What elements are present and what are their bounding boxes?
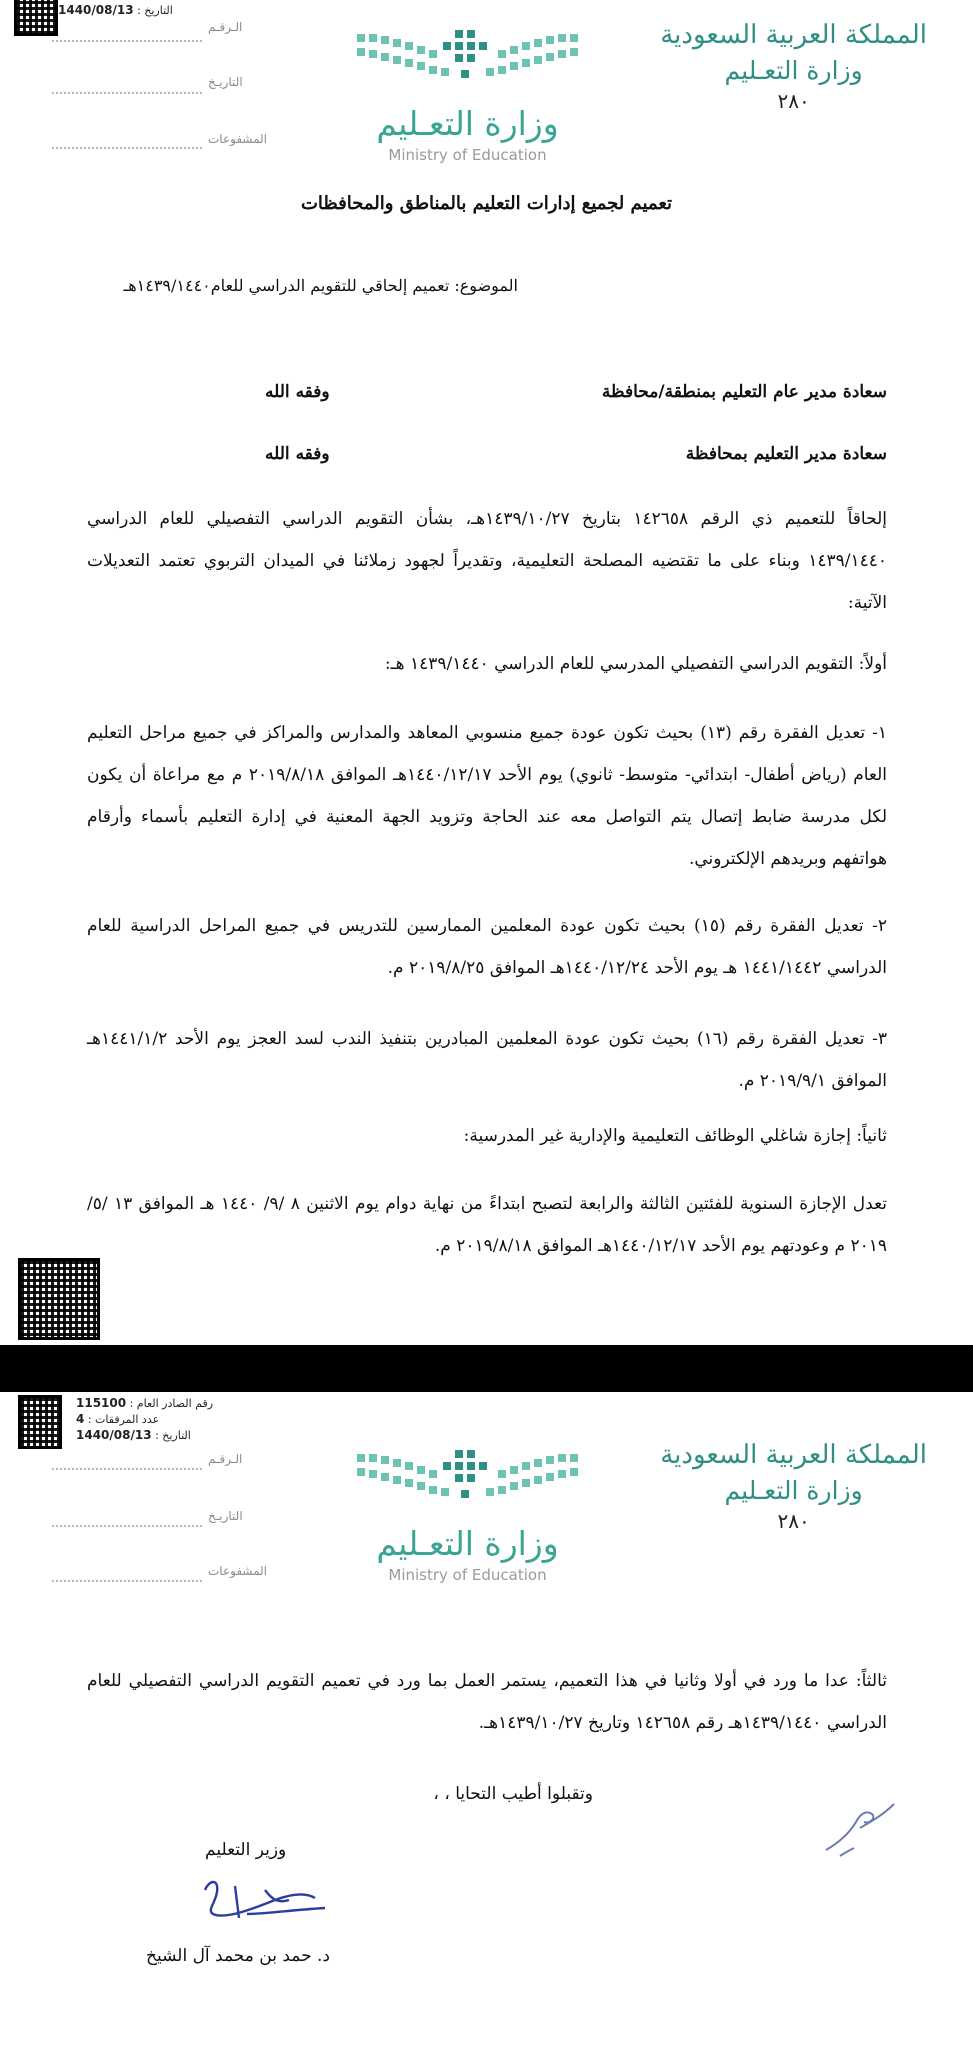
label-date: التاريـخ <box>208 75 243 89</box>
item-three-paragraph: ٣- تعديل الفقرة رقم (١٦) بحيث تكون عودة المعلمين المبادرين بتنفيذ الندب لسد العجز يوم الأحد ١٤٤١/١/٢هـ الموافق ٢٠١٩/٩/١ م. <box>87 1029 888 1091</box>
ministry-logo <box>355 1442 580 1592</box>
minister-title: وزير التعليم <box>205 1840 287 1860</box>
label-attachments: المشفوعات <box>208 132 268 146</box>
salutation-regional: سعادة مدير عام التعليم بمنطقة/محافظة <box>601 382 887 402</box>
kingdom-name: المملكة العربية السعودية <box>660 20 927 50</box>
minister-signature-icon <box>195 1870 335 1930</box>
ministry-logo <box>355 22 580 172</box>
kingdom-name: المملكة العربية السعودية <box>660 1440 927 1470</box>
logo-dots-icon <box>355 1442 580 1512</box>
section-third-paragraph: ثالثاً: عدا ما ورد في أولا وثانيا في هذا التعميم، يستمر العمل بما ورد في تعميم التقويم الدراسي التفصيلي للعام الدراسي ١٤٣٩/١٤٤٠هـ رقم ١٤٢٦٥٨ وتاريخ ١٤٣٩/١٠/٢٧هـ. <box>87 1671 887 1733</box>
label-number: الـرقـم <box>208 20 243 34</box>
number-dotted-line <box>52 1468 202 1470</box>
date-dotted-line <box>52 1525 202 1527</box>
salutation-governorate-blessing: وفقه الله <box>265 444 330 464</box>
date-dotted-line <box>52 92 202 94</box>
qr-code-icon <box>18 1395 62 1449</box>
ministry-name: وزارة التعـليم <box>724 56 863 85</box>
document-code: ٢٨٠ <box>777 89 810 113</box>
meta-date: التاريخ : 1440/08/13 <box>76 1428 191 1442</box>
logo-dots-icon <box>355 22 580 92</box>
meta-date: التاريخ : 1440/08/13 <box>58 3 173 17</box>
item-two-paragraph: ٢- تعديل الفقرة رقم (١٥) بحيث تكون عودة المعلمين الممارسين للتدريس في جميع المراحل الدراسية للعام الدراسي ١٤٤١/١٤٤٢ هـ يوم الأحد ١٤٤٠/١٢/٢٤هـ الموافق ٢٠١٩/٨/٢٥ م. <box>87 916 888 978</box>
salutation-governorate: سعادة مدير التعليم بمحافظة <box>685 444 887 464</box>
section-second-paragraph: تعدل الإجازة السنوية للفئتين الثالثة والرابعة لتصبح ابتداءً من نهاية دوام يوم الاثنين ٨ /٩/ ١٤٤٠ هـ الموافق ١٣ /٥/ ٢٠١٩ م وعودتهم يوم الأحد ١٤٤٠/١٢/١٧هـ الموافق ٢٠١٩/٨/١٨ م. <box>87 1194 887 1256</box>
label-date: التاريـخ <box>208 1509 243 1523</box>
section-second-heading: ثانياً: إجازة شاغلي الوظائف التعليمية والإدارية غير المدرسية: <box>463 1126 887 1146</box>
kingdom-header <box>660 20 927 113</box>
item-one-paragraph: ١- تعديل الفقرة رقم (١٣) بحيث تكون عودة جميع منسوبي المعاهد والمدارس والمراكز في جميع مراحل التعليم العام (رياض أطفال- ابتدائي- متوسط- ثانوي) يوم الأحد ١٤٤٠/١٢/١٧هـ الموافق ٢٠١٩/٨/١٨ م مع مراعاة أن يكون لكل مدرسة ضابط إتصال يتم التواصل معه عند الحاجة وتزويد الجهة المعنية في إدارة التعليم بأسماء وأرقام هواتفهم وبريدهم الإلكتروني. <box>87 723 888 869</box>
subject-line: الموضوع: تعميم إلحاقي للتقويم الدراسي للعام١٤٣٩/١٤٤٠هـ <box>123 276 518 295</box>
margin-initials-icon <box>820 1792 900 1862</box>
qr-code-icon <box>18 1258 100 1340</box>
meta-attachments-count: عدد المرفقات : 4 <box>76 1412 160 1426</box>
document-page-2 <box>0 1392 973 2048</box>
section-first-heading: أولاً: التقويم الدراسي التفصيلي المدرسي للعام الدراسي ١٤٣٩/١٤٤٠ هـ: <box>384 654 887 674</box>
salutation-regional-blessing: وفقه الله <box>265 382 330 402</box>
logo-arabic-text: وزارة التعـليم <box>376 104 559 143</box>
kingdom-header <box>660 1440 927 1533</box>
closing-line: وتقبلوا أطيب التحايا ، ، <box>433 1784 593 1804</box>
attachments-dotted-line <box>52 147 202 149</box>
qr-code-icon <box>14 0 58 36</box>
label-attachments: المشفوعات <box>208 1564 268 1578</box>
ministry-name: وزارة التعـليم <box>724 1476 863 1505</box>
intro-paragraph: إلحاقاً للتعميم ذي الرقم ١٤٢٦٥٨ بتاريخ ١٤٣٩/١٠/٢٧هـ، بشأن التقويم الدراسي التفصيلي للعام الدراسي ١٤٣٩/١٤٤٠ وبناء على ما تقتضيه المصلحة التعليمية، وتقديراً لجهود زملائنا في الميدان التربوي تعتمد التعديلات الآتية: <box>87 509 887 613</box>
meta-general-number: رقم الصادر العام : 115100 <box>76 1396 214 1410</box>
document-code: ٢٨٠ <box>777 1509 810 1533</box>
number-dotted-line <box>52 40 202 42</box>
minister-name: د. حمد بن محمد آل الشيخ <box>146 1946 331 1966</box>
logo-arabic-text: وزارة التعـليم <box>376 1524 559 1563</box>
page-title: تعميم لجميع إدارات التعليم بالمناطق والمحافظات <box>300 193 673 214</box>
logo-english-text: Ministry of Education <box>388 146 547 164</box>
logo-english-text: Ministry of Education <box>388 1566 547 1584</box>
attachments-dotted-line <box>52 1580 202 1582</box>
page-separator <box>0 1345 973 1392</box>
label-number: الـرقـم <box>208 1452 243 1466</box>
